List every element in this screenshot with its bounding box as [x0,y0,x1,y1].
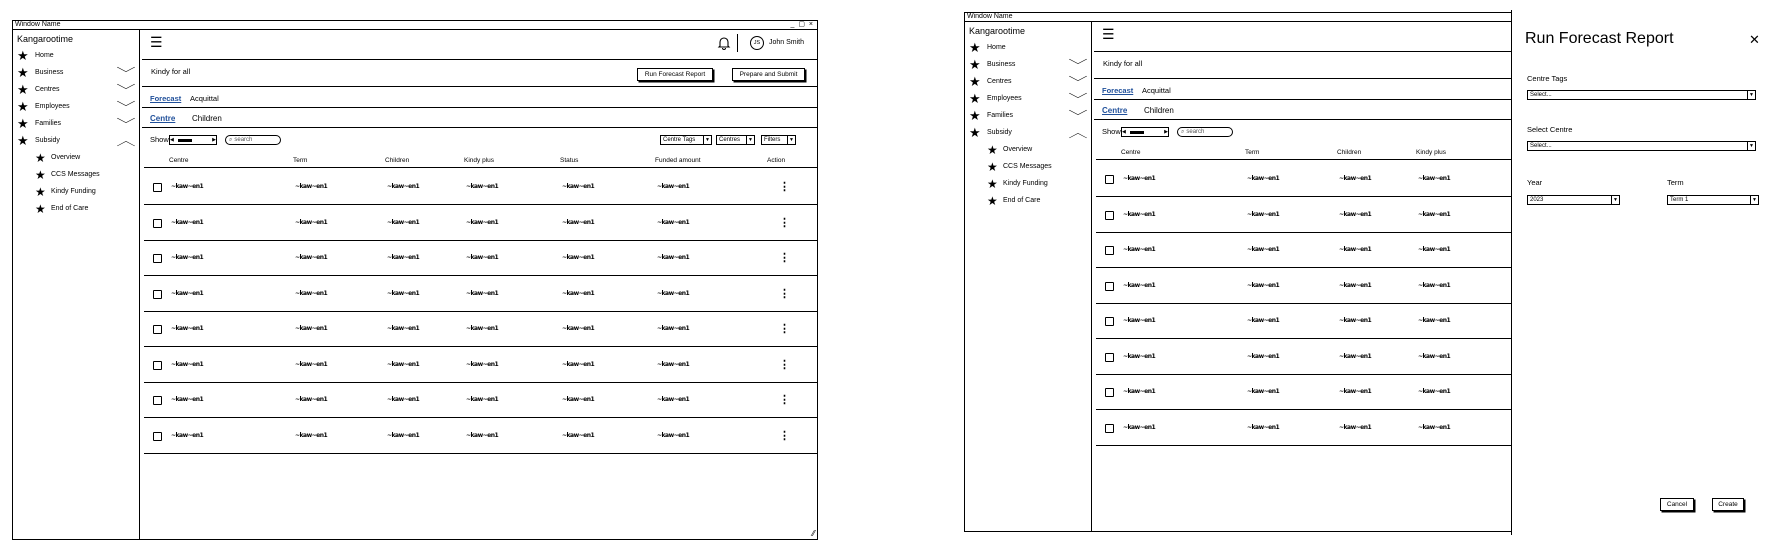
year-label: Year [1527,178,1543,187]
table-cell: ~kaw~en1 [171,254,204,261]
table-cell: ~kaw~en1 [387,325,420,332]
more-vertical-icon[interactable]: ⋮ [779,358,790,371]
table-cell: ~kaw~en1 [1123,352,1156,360]
main-window [12,20,818,540]
table-cell: ~kaw~en1 [1247,317,1280,324]
table-cell: ~kaw~en1 [1123,246,1156,253]
chevron-up-icon[interactable]: ︿ [1068,126,1088,140]
table-cell: ~kaw~en1 [1339,352,1372,360]
table-cell: ~kaw~en1 [657,254,690,261]
stepper-right-icon[interactable]: ▶ [212,137,216,143]
table-header-divider [144,167,817,168]
column-header[interactable]: Centre [1121,149,1141,156]
table-cell: ~kaw~en1 [562,396,595,403]
table-cell: ~kaw~en1 [387,360,420,368]
table-cell: ~kaw~en1 [1418,210,1451,218]
star-icon: ★ [969,40,981,55]
table-cell: ~kaw~en1 [657,431,690,439]
more-vertical-icon[interactable]: ⋮ [779,287,790,300]
sidebar-item-label: Families [35,120,62,127]
table-cell: ~kaw~en1 [171,289,204,297]
centre-tags-select[interactable] [1527,90,1756,100]
sidebar-item-home[interactable] [969,41,1088,55]
stepper-right-icon[interactable]: ▶ [1164,129,1168,135]
sidebar-item-home[interactable] [17,49,136,63]
sidebar-item-business[interactable] [17,66,136,80]
table-cell: ~kaw~en1 [295,289,328,297]
dropdown-label: Filters [764,137,781,143]
star-icon: ★ [969,108,981,123]
divider [142,107,817,108]
centres-dropdown[interactable] [716,135,755,145]
star-icon: ★ [17,65,29,80]
chevron-down-icon[interactable]: ﹀ [1068,75,1088,89]
row-checkbox[interactable] [153,396,162,405]
table-cell: ~kaw~en1 [171,218,204,226]
page-title: Kindy for all [151,67,191,76]
table-row[interactable] [144,422,817,452]
sidebar-item-centres[interactable] [969,75,1088,89]
row-divider [144,346,817,347]
table-cell: ~kaw~en1 [1247,388,1280,395]
row-divider [144,417,817,418]
chevron-down-icon: ▼ [787,136,795,144]
table-cell: ~kaw~en1 [657,360,690,368]
table-cell: ~kaw~en1 [1339,423,1372,431]
table-row[interactable] [144,386,817,416]
table-cell: ~kaw~en1 [1247,423,1280,431]
star-icon: ★ [17,48,29,63]
subtab-children[interactable]: Children [1144,106,1174,115]
column-header[interactable]: Action [767,157,786,164]
table-cell: ~kaw~en1 [1247,210,1280,218]
sidebar-subitem-label: Kindy Funding [1003,180,1048,187]
row-checkbox[interactable] [153,254,162,263]
brand-logo-text: Kangarootime [17,34,74,44]
column-header[interactable]: Term [1245,149,1260,156]
table-cell: ~kaw~en1 [171,396,204,403]
dropdown-value: Select... [1530,92,1552,98]
tab-acquittal[interactable]: Acquittal [1142,86,1171,95]
star-icon: ★ [17,133,29,148]
run-forecast-report-button[interactable]: Run Forecast Report [637,68,713,81]
table-cell: ~kaw~en1 [1247,175,1280,182]
show-count-stepper[interactable] [169,135,217,145]
term-select[interactable] [1667,195,1759,205]
sidebar-item-label: Business [987,61,1016,68]
table-cell: ~kaw~en1 [1339,175,1372,182]
star-icon: ★ [35,168,46,182]
table-row[interactable] [144,351,817,381]
search-placeholder: search [234,137,253,143]
resize-handle-icon[interactable]: ⁄⁄ [812,529,815,538]
bell-icon[interactable] [717,36,731,50]
table-cell: ~kaw~en1 [1418,423,1451,431]
table-cell: ~kaw~en1 [1339,317,1372,324]
search-icon: ⌕ [229,137,233,143]
sidebar-item-label: Subsidy [35,137,60,144]
table-cell: ~kaw~en1 [657,218,690,226]
chevron-down-icon[interactable]: ﹀ [116,83,136,97]
table-cell: ~kaw~en1 [1123,423,1156,431]
column-header[interactable]: Status [560,157,579,164]
show-count-stepper[interactable] [1121,127,1169,137]
subtab-centre[interactable]: Centre [150,114,176,123]
chevron-up-icon[interactable]: ︿ [116,134,136,148]
table-cell: ~kaw~en1 [466,396,499,403]
sidebar-subitem-label: Overview [51,154,81,161]
tab-acquittal[interactable]: Acquittal [190,94,219,103]
column-header[interactable]: Centre [169,157,189,164]
table-cell: ~kaw~en1 [387,396,420,403]
table-cell: ~kaw~en1 [295,254,328,261]
sidebar-item-families[interactable] [17,117,136,131]
column-header[interactable]: Kindy plus [1416,149,1446,156]
tab-forecast[interactable]: Forecast [1102,86,1134,95]
table-cell: ~kaw~en1 [387,183,420,190]
table-cell: ~kaw~en1 [295,431,328,439]
search-input[interactable] [225,135,281,145]
sidebar-item-label: Families [987,112,1014,119]
table-cell: ~kaw~en1 [657,183,690,190]
table-cell: ~kaw~en1 [1123,281,1156,289]
table-cell: ~kaw~en1 [562,431,595,439]
dropdown-value: Select... [1530,143,1552,149]
row-checkbox[interactable] [1105,175,1114,184]
star-icon: ★ [35,151,46,165]
close-icon[interactable]: ✕ [1749,32,1760,47]
star-icon: ★ [987,160,998,174]
row-divider [144,275,817,276]
chevron-down-icon: ▼ [1747,142,1755,150]
table-row[interactable] [144,209,817,239]
table-cell: ~kaw~en1 [171,360,204,368]
table-cell: ~kaw~en1 [1123,317,1156,324]
table-cell: ~kaw~en1 [1123,210,1156,218]
table-cell: ~kaw~en1 [171,183,204,190]
row-divider [144,382,817,383]
search-input[interactable] [1177,127,1233,137]
sidebar-subitem-label: Overview [1003,146,1033,153]
row-divider [144,240,817,241]
chevron-down-icon[interactable]: ﹀ [1068,109,1088,123]
table-cell: ~kaw~en1 [562,325,595,332]
table-cell: ~kaw~en1 [562,218,595,226]
column-header[interactable]: Kindy plus [464,157,494,164]
table-cell: ~kaw~en1 [1123,388,1156,395]
column-header[interactable]: Children [385,157,410,164]
chevron-down-icon: ▼ [746,136,754,144]
select-centre-label: Select Centre [1527,125,1573,134]
filters-dropdown[interactable] [761,135,796,145]
chevron-down-icon[interactable]: ﹀ [116,117,136,131]
chevron-down-icon[interactable]: ﹀ [116,100,136,114]
sidebar-item-business[interactable] [969,58,1088,72]
table-cell: ~kaw~en1 [562,183,595,190]
divider [142,59,817,60]
hamburger-menu-icon[interactable]: ☰ [150,34,163,50]
row-checkbox[interactable] [1105,282,1114,291]
centre-tags-label: Centre Tags [1527,74,1568,83]
sidebar-subitem-label: End of Care [1003,197,1041,204]
row-divider [144,453,817,454]
header-divider [737,34,738,52]
sidebar-item-label: Business [35,69,64,76]
more-vertical-icon[interactable]: ⋮ [779,394,790,406]
row-checkbox[interactable] [153,325,162,334]
prepare-and-submit-button[interactable]: Prepare and Submit [732,68,805,81]
chevron-down-icon[interactable]: ﹀ [1068,92,1088,106]
table-cell: ~kaw~en1 [562,289,595,297]
table-cell: ~kaw~en1 [1418,175,1451,182]
row-checkbox[interactable] [1105,211,1114,220]
star-icon: ★ [969,57,981,72]
dialog-window [964,12,1772,532]
table-cell: ~kaw~en1 [657,396,690,403]
row-checkbox[interactable] [1105,353,1114,362]
dropdown-value: Term 1 [1670,197,1689,203]
row-checkbox[interactable] [153,432,162,441]
window-titlebar [13,21,817,30]
sidebar-item-employees[interactable] [969,92,1088,106]
sidebar-item-label: Employees [987,95,1022,102]
search-icon: ⌕ [1181,129,1185,135]
star-icon: ★ [987,143,998,157]
sidebar-item-subsidy[interactable] [17,134,136,148]
sidebar-item-label: Home [35,52,54,59]
more-vertical-icon[interactable]: ⋮ [779,181,790,193]
sidebar-item-label: Home [987,44,1006,51]
hamburger-menu-icon[interactable]: ☰ [1102,26,1115,42]
star-icon: ★ [17,99,29,114]
subtab-centre[interactable]: Centre [1102,106,1128,115]
chevron-down-icon: ▼ [1611,196,1619,204]
sidebar-subitem-label: CCS Messages [1003,163,1052,170]
sidebar-item-centres[interactable] [17,83,136,97]
row-checkbox[interactable] [153,183,162,192]
table-cell: ~kaw~en1 [1247,281,1280,289]
table-cell: ~kaw~en1 [466,218,499,226]
table-cell: ~kaw~en1 [171,325,204,332]
table-cell: ~kaw~en1 [1339,281,1372,289]
star-icon: ★ [969,91,981,106]
table-cell: ~kaw~en1 [562,254,595,261]
table-cell: ~kaw~en1 [657,289,690,297]
dropdown-label: Centre Tags [663,137,696,143]
table-cell: ~kaw~en1 [1418,352,1451,360]
star-icon: ★ [35,202,46,216]
row-divider [144,204,817,205]
row-checkbox[interactable] [153,219,162,228]
subtab-children[interactable]: Children [192,114,222,123]
table-cell: ~kaw~en1 [466,325,499,332]
dropdown-value: 2023 [1530,197,1544,203]
show-label: Show [150,135,169,144]
table-row[interactable] [144,173,817,203]
window-title: Window Name [15,21,61,28]
row-checkbox[interactable] [153,290,162,299]
table-cell: ~kaw~en1 [171,431,204,439]
table-cell: ~kaw~en1 [1123,175,1156,182]
table-cell: ~kaw~en1 [1247,352,1280,360]
table-cell: ~kaw~en1 [1418,246,1451,253]
star-icon: ★ [987,194,998,208]
year-select[interactable] [1527,195,1620,205]
more-vertical-icon[interactable]: ⋮ [779,323,790,335]
more-vertical-icon[interactable]: ⋮ [779,429,790,442]
stepper-value [178,139,192,142]
table-cell: ~kaw~en1 [387,254,420,261]
table-row[interactable] [144,315,817,345]
select-centre-select[interactable] [1527,141,1756,151]
table-cell: ~kaw~en1 [562,360,595,368]
sidebar-item-employees[interactable] [17,100,136,114]
search-placeholder: search [1186,129,1205,135]
row-checkbox[interactable] [1105,388,1114,397]
star-icon: ★ [969,74,981,89]
table-cell: ~kaw~en1 [1418,388,1451,395]
sidebar-item-label: Centres [35,86,60,93]
chevron-down-icon: ▼ [1750,196,1758,204]
chevron-down-icon: ▼ [703,136,711,144]
row-divider [144,311,817,312]
star-icon: ★ [17,116,29,131]
table-cell: ~kaw~en1 [466,183,499,190]
divider [142,86,817,87]
row-checkbox[interactable] [1105,424,1114,433]
table-cell: ~kaw~en1 [387,218,420,226]
stepper-left-icon[interactable]: ◀ [1122,129,1126,135]
table-cell: ~kaw~en1 [466,431,499,439]
sidebar-item-label: Employees [35,103,70,110]
stepper-value [1130,131,1144,134]
table-cell: ~kaw~en1 [295,183,328,190]
table-cell: ~kaw~en1 [295,396,328,403]
star-icon: ★ [17,82,29,97]
user-name[interactable]: John Smith [769,39,805,46]
window-controls[interactable]: _ ▢ × [790,21,814,28]
table-cell: ~kaw~en1 [1418,317,1451,324]
term-label: Term [1667,178,1684,187]
create-button[interactable]: Create [1712,498,1744,511]
table-cell: ~kaw~en1 [466,360,499,368]
sidebar-item-subsidy[interactable] [969,126,1088,140]
show-label: Show [1102,127,1121,136]
sidebar [13,30,140,539]
tab-forecast[interactable]: Forecast [150,94,182,103]
run-forecast-report-dialog [1511,10,1775,535]
column-header[interactable]: Funded amount [655,157,701,164]
table-cell: ~kaw~en1 [295,218,328,226]
window-title: Window Name [967,13,1013,20]
column-header[interactable]: Children [1337,149,1362,156]
table-cell: ~kaw~en1 [1339,210,1372,218]
dialog-title: Run Forecast Report [1525,30,1674,47]
star-icon: ★ [35,185,46,199]
more-vertical-icon[interactable]: ⋮ [779,216,790,229]
stepper-left-icon[interactable]: ◀ [170,137,174,143]
star-icon: ★ [987,177,998,191]
table-row[interactable] [144,244,817,274]
row-checkbox[interactable] [1105,317,1114,326]
sidebar-item-label: Subsidy [987,129,1012,136]
chevron-down-icon[interactable]: ﹀ [1068,58,1088,72]
row-checkbox[interactable] [153,361,162,370]
table-cell: ~kaw~en1 [295,360,328,368]
table-cell: ~kaw~en1 [295,325,328,332]
table-cell: ~kaw~en1 [1339,388,1372,395]
page-title: Kindy for all [1103,59,1143,68]
dropdown-label: Centres [719,137,741,143]
table-cell: ~kaw~en1 [1247,246,1280,253]
avatar[interactable]: JS [750,36,764,50]
table-cell: ~kaw~en1 [466,254,499,261]
column-header[interactable]: Term [293,157,308,164]
sidebar-item-families[interactable] [969,109,1088,123]
star-icon: ★ [969,125,981,140]
more-vertical-icon[interactable]: ⋮ [779,252,790,264]
table-cell: ~kaw~en1 [387,431,420,439]
brand-logo-text: Kangarootime [969,26,1026,36]
table-cell: ~kaw~en1 [657,325,690,332]
chevron-down-icon[interactable]: ﹀ [116,66,136,80]
table-cell: ~kaw~en1 [466,289,499,297]
centre-tags-dropdown[interactable] [660,135,712,145]
table-cell: ~kaw~en1 [1418,281,1451,289]
sidebar-subitem-label: Kindy Funding [51,188,96,195]
cancel-button[interactable]: Cancel [1660,498,1694,511]
divider [142,127,817,128]
table-cell: ~kaw~en1 [1339,246,1372,253]
chevron-down-icon: ▼ [1747,91,1755,99]
sidebar-subitem-label: CCS Messages [51,171,100,178]
sidebar-item-label: Centres [987,78,1012,85]
row-checkbox[interactable] [1105,246,1114,255]
table-cell: ~kaw~en1 [387,289,420,297]
sidebar [965,22,1092,531]
table-row[interactable] [144,280,817,310]
sidebar-subitem-label: End of Care [51,205,89,212]
